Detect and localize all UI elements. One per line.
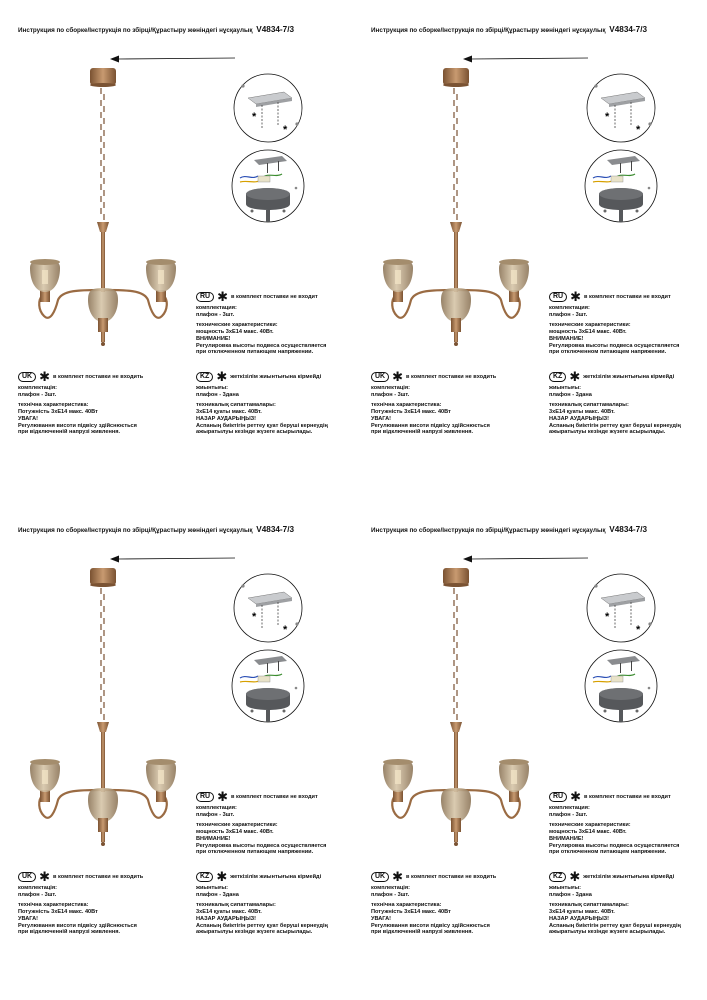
text-line: технические характеристики:	[549, 821, 631, 828]
text-line: технічна характеристика:	[371, 401, 442, 408]
text-line: при отключенном питающем напряжении.	[196, 849, 314, 856]
instruction-quadrant	[353, 500, 706, 1000]
bracket-star-label: *	[252, 111, 257, 123]
text-line: Потужність 3хЕ14 макс. 40Вт	[371, 908, 451, 915]
text-line: плафон - 3шт.	[371, 891, 410, 898]
model-number: V4834-7/3	[609, 525, 648, 534]
text-line: технические характеристики:	[196, 321, 278, 328]
star-not-included-icon: ✱	[217, 789, 229, 805]
star-not-included-icon: ✱	[392, 369, 404, 385]
chain	[454, 88, 457, 220]
chain	[101, 88, 104, 220]
text-line: НАЗАР АУДАРЫҢЫЗ!	[549, 915, 610, 922]
uk-badge: UK	[371, 872, 389, 882]
center-rod	[101, 232, 105, 292]
canopy	[90, 568, 116, 585]
mounting-bracket-detail	[234, 74, 302, 142]
title-text: Инструкция по сборке/Інструкція по збірці/Құрастыру жөніндегі нұсқаулық	[18, 527, 253, 534]
model-number: V4834-7/3	[256, 25, 295, 34]
left-lamp	[383, 259, 413, 302]
right-lamp	[146, 759, 176, 802]
text-line: комплектация:	[549, 305, 590, 311]
text-line: при відключенній напрузі живлення.	[371, 429, 474, 436]
ru-badge: RU	[549, 792, 567, 802]
star-not-included-icon: ✱	[216, 869, 228, 885]
text-line: УВАГА!	[18, 415, 39, 422]
title-text: Инструкция по сборке/Інструкція по збірці/Құрастыру жөніндегі нұсқаулық	[371, 527, 606, 534]
text-line: технические характеристики:	[196, 821, 278, 828]
right-lamp	[499, 759, 529, 802]
uk-not-included: в комплект поставки не входить	[406, 373, 497, 380]
chain	[101, 588, 104, 720]
text-line: мощность 3xE14 макс. 40Вт.	[196, 328, 274, 335]
ru-section	[196, 289, 327, 356]
text-line: плафон - 3шт.	[18, 891, 57, 898]
ru-not-included: в комплект поставки не входит	[584, 793, 671, 800]
text-line: плафон - 3шт.	[18, 391, 57, 398]
ru-not-included: в комплект поставки не входит	[584, 293, 671, 300]
text-line: УВАГА!	[371, 915, 392, 922]
text-line: плафон - 3дана	[196, 891, 239, 898]
star-not-included-icon: ✱	[570, 789, 582, 805]
left-lamp	[30, 759, 60, 802]
text-line: Регулировка высоты подвеса осуществляется	[196, 842, 327, 849]
title-text: Инструкция по сборке/Інструкція по збірці/Құрастыру жөніндегі нұсқаулық	[371, 27, 606, 34]
center-lamp	[88, 788, 118, 846]
text-line: 3хЕ14 қуаты макс. 40Вт.	[196, 408, 262, 415]
center-rod	[454, 232, 458, 292]
text-line: 3хЕ14 қуаты макс. 40Вт.	[549, 908, 615, 915]
text-line: ажыратылуы кезінде жүзеге асырылады.	[196, 929, 313, 936]
text-line: Аспаның биіктігін реттеу қуат беруші кернеудің	[196, 922, 328, 929]
text-line: 3хЕ14 қуаты макс. 40Вт.	[549, 408, 615, 415]
text-line: НАЗАР АУДАРЫҢЫЗ!	[549, 415, 610, 422]
left-lamp	[30, 259, 60, 302]
text-line: жиынтығы:	[549, 385, 582, 391]
uk-section	[18, 369, 144, 436]
instruction-quadrant	[0, 0, 353, 500]
kz-not-included: жеткізілім жиынтығына кірмейді	[230, 373, 322, 380]
text-line: технічна характеристика:	[18, 901, 89, 908]
text-line: Потужність 3хЕ14 макс. 40Вт	[18, 408, 98, 415]
screw-star-label: *	[283, 624, 288, 636]
text-line: плафон - 3шт.	[549, 311, 588, 318]
screw-star-label: *	[636, 624, 641, 636]
text-line: мощность 3xE14 макс. 40Вт.	[196, 828, 274, 835]
text-line: при отключенном питающем напряжении.	[549, 849, 667, 856]
center-rod	[454, 732, 458, 792]
ceiling-plate-wiring-detail	[585, 650, 657, 722]
uk-badge: UK	[18, 372, 36, 382]
ceiling-plate-wiring-detail	[232, 650, 304, 722]
center-lamp	[88, 288, 118, 346]
canopy	[443, 568, 469, 585]
center-lamp	[441, 788, 471, 846]
center-lamp	[441, 288, 471, 346]
text-line: Регулировка высоты подвеса осуществляется	[549, 842, 680, 849]
text-line: комплектация:	[196, 805, 237, 811]
arrow-icon	[463, 556, 588, 563]
arrow-icon	[110, 556, 235, 563]
text-line: плафон - 3дана	[196, 391, 239, 398]
text-line: 3хЕ14 қуаты макс. 40Вт.	[196, 908, 262, 915]
ru-badge: RU	[196, 292, 214, 302]
ru-section	[196, 789, 327, 856]
kz-not-included: жеткізілім жиынтығына кірмейді	[230, 873, 322, 880]
star-not-included-icon: ✱	[569, 369, 581, 385]
text-line: комплектация:	[196, 305, 237, 311]
text-line: техникалық сипаттамалары:	[549, 401, 629, 408]
uk-badge: UK	[371, 372, 389, 382]
bracket-star-label: *	[252, 611, 257, 623]
right-lamp	[499, 259, 529, 302]
kz-section	[549, 369, 681, 436]
text-line: Потужність 3хЕ14 макс. 40Вт	[371, 408, 451, 415]
text-line: комплектація:	[18, 385, 57, 391]
kz-badge: KZ	[196, 872, 213, 882]
ru-section	[549, 289, 680, 356]
star-not-included-icon: ✱	[39, 869, 51, 885]
center-rod	[101, 732, 105, 792]
ceiling-plate-wiring-detail	[585, 150, 657, 222]
text-line: техникалық сипаттамалары:	[549, 901, 629, 908]
text-line: комплектація:	[371, 385, 410, 391]
text-line: Аспаның биіктігін реттеу қуат беруші кернеудің	[549, 922, 681, 929]
mounting-bracket-detail	[587, 574, 655, 642]
arrow-icon	[463, 56, 588, 63]
chain	[454, 588, 457, 720]
canopy	[90, 68, 116, 85]
text-line: Аспаның биіктігін реттеу қуат беруші кернеудің	[196, 422, 328, 429]
text-line: плафон - 3дана	[549, 891, 592, 898]
kz-not-included: жеткізілім жиынтығына кірмейді	[583, 873, 675, 880]
star-not-included-icon: ✱	[39, 369, 51, 385]
bracket-star-label: *	[605, 111, 610, 123]
kz-badge: KZ	[549, 872, 566, 882]
model-number: V4834-7/3	[256, 525, 295, 534]
text-line: комплектація:	[18, 885, 57, 891]
uk-not-included: в комплект поставки не входить	[406, 873, 497, 880]
text-line: Регулировка высоты подвеса осуществляется	[549, 342, 680, 349]
text-line: технічна характеристика:	[18, 401, 89, 408]
arrow-icon	[110, 56, 235, 63]
text-line: жиынтығы:	[549, 885, 582, 891]
text-line: техникалық сипаттамалары:	[196, 901, 276, 908]
ru-badge: RU	[549, 292, 567, 302]
left-lamp	[383, 759, 413, 802]
text-line: Аспаның биіктігін реттеу қуат беруші кернеудің	[549, 422, 681, 429]
text-line: плафон - 3дана	[549, 391, 592, 398]
ru-not-included: в комплект поставки не входит	[231, 793, 318, 800]
ceiling-plate-wiring-detail	[232, 150, 304, 222]
right-lamp	[146, 259, 176, 302]
text-line: жиынтығы:	[196, 885, 229, 891]
uk-not-included: в комплект поставки не входить	[53, 873, 144, 880]
title-text: Инструкция по сборке/Інструкція по збірці/Құрастыру жөніндегі нұсқаулық	[18, 27, 253, 34]
text-line: мощность 3xE14 макс. 40Вт.	[549, 328, 627, 335]
text-line: комплектация:	[549, 805, 590, 811]
text-line: жиынтығы:	[196, 385, 229, 391]
model-number: V4834-7/3	[609, 25, 648, 34]
text-line: Регулювання висоти підвісу здійснюється	[371, 422, 490, 429]
text-line: мощность 3xE14 макс. 40Вт.	[549, 828, 627, 835]
uk-badge: UK	[18, 872, 36, 882]
text-line: Регулювання висоти підвісу здійснюється	[18, 922, 137, 929]
text-line: плафон - 3шт.	[196, 811, 235, 818]
text-line: ВНИМАНИЕ!	[549, 835, 584, 842]
text-line: Регулювання висоти підвісу здійснюється	[371, 922, 490, 929]
text-line: ажыратылуы кезінде жүзеге асырылады.	[549, 929, 666, 936]
star-not-included-icon: ✱	[569, 869, 581, 885]
text-line: ажыратылуы кезінде жүзеге асырылады.	[196, 429, 313, 436]
star-not-included-icon: ✱	[392, 869, 404, 885]
text-line: при отключенном питающем напряжении.	[549, 349, 667, 356]
mounting-bracket-detail	[587, 74, 655, 142]
text-line: технические характеристики:	[549, 321, 631, 328]
text-line: при отключенном питающем напряжении.	[196, 349, 314, 356]
ru-section	[549, 789, 680, 856]
text-line: НАЗАР АУДАРЫҢЫЗ!	[196, 415, 257, 422]
text-line: Потужність 3хЕ14 макс. 40Вт	[18, 908, 98, 915]
text-line: Регулировка высоты подвеса осуществляется	[196, 342, 327, 349]
kz-section	[196, 869, 328, 936]
text-line: при відключенній напрузі живлення.	[18, 929, 121, 936]
uk-not-included: в комплект поставки не входить	[53, 373, 144, 380]
screw-star-label: *	[636, 124, 641, 136]
kz-not-included: жеткізілім жиынтығына кірмейді	[583, 373, 675, 380]
text-line: ВНИМАНИЕ!	[196, 835, 231, 842]
canopy	[443, 68, 469, 85]
text-line: технічна характеристика:	[371, 901, 442, 908]
instruction-quadrant	[353, 0, 706, 500]
screw-star-label: *	[283, 124, 288, 136]
instruction-quadrant	[0, 500, 353, 1000]
ru-not-included: в комплект поставки не входит	[231, 293, 318, 300]
mounting-bracket-detail	[234, 574, 302, 642]
text-line: плафон - 3шт.	[549, 811, 588, 818]
text-line: ВНИМАНИЕ!	[549, 335, 584, 342]
star-not-included-icon: ✱	[217, 289, 229, 305]
text-line: при відключенній напрузі живлення.	[371, 929, 474, 936]
text-line: Регулювання висоти підвісу здійснюється	[18, 422, 137, 429]
text-line: ажыратылуы кезінде жүзеге асырылады.	[549, 429, 666, 436]
uk-section	[371, 369, 497, 436]
text-line: плафон - 3шт.	[371, 391, 410, 398]
text-line: при відключенній напрузі живлення.	[18, 429, 121, 436]
text-line: плафон - 3шт.	[196, 311, 235, 318]
text-line: УВАГА!	[18, 915, 39, 922]
bracket-star-label: *	[605, 611, 610, 623]
star-not-included-icon: ✱	[570, 289, 582, 305]
kz-section	[196, 369, 328, 436]
text-line: УВАГА!	[371, 415, 392, 422]
text-line: комплектація:	[371, 885, 410, 891]
star-not-included-icon: ✱	[216, 369, 228, 385]
text-line: НАЗАР АУДАРЫҢЫЗ!	[196, 915, 257, 922]
text-line: ВНИМАНИЕ!	[196, 335, 231, 342]
kz-section	[549, 869, 681, 936]
ru-badge: RU	[196, 792, 214, 802]
uk-section	[371, 869, 497, 936]
kz-badge: KZ	[196, 372, 213, 382]
uk-section	[18, 869, 144, 936]
kz-badge: KZ	[549, 372, 566, 382]
text-line: техникалық сипаттамалары:	[196, 401, 276, 408]
